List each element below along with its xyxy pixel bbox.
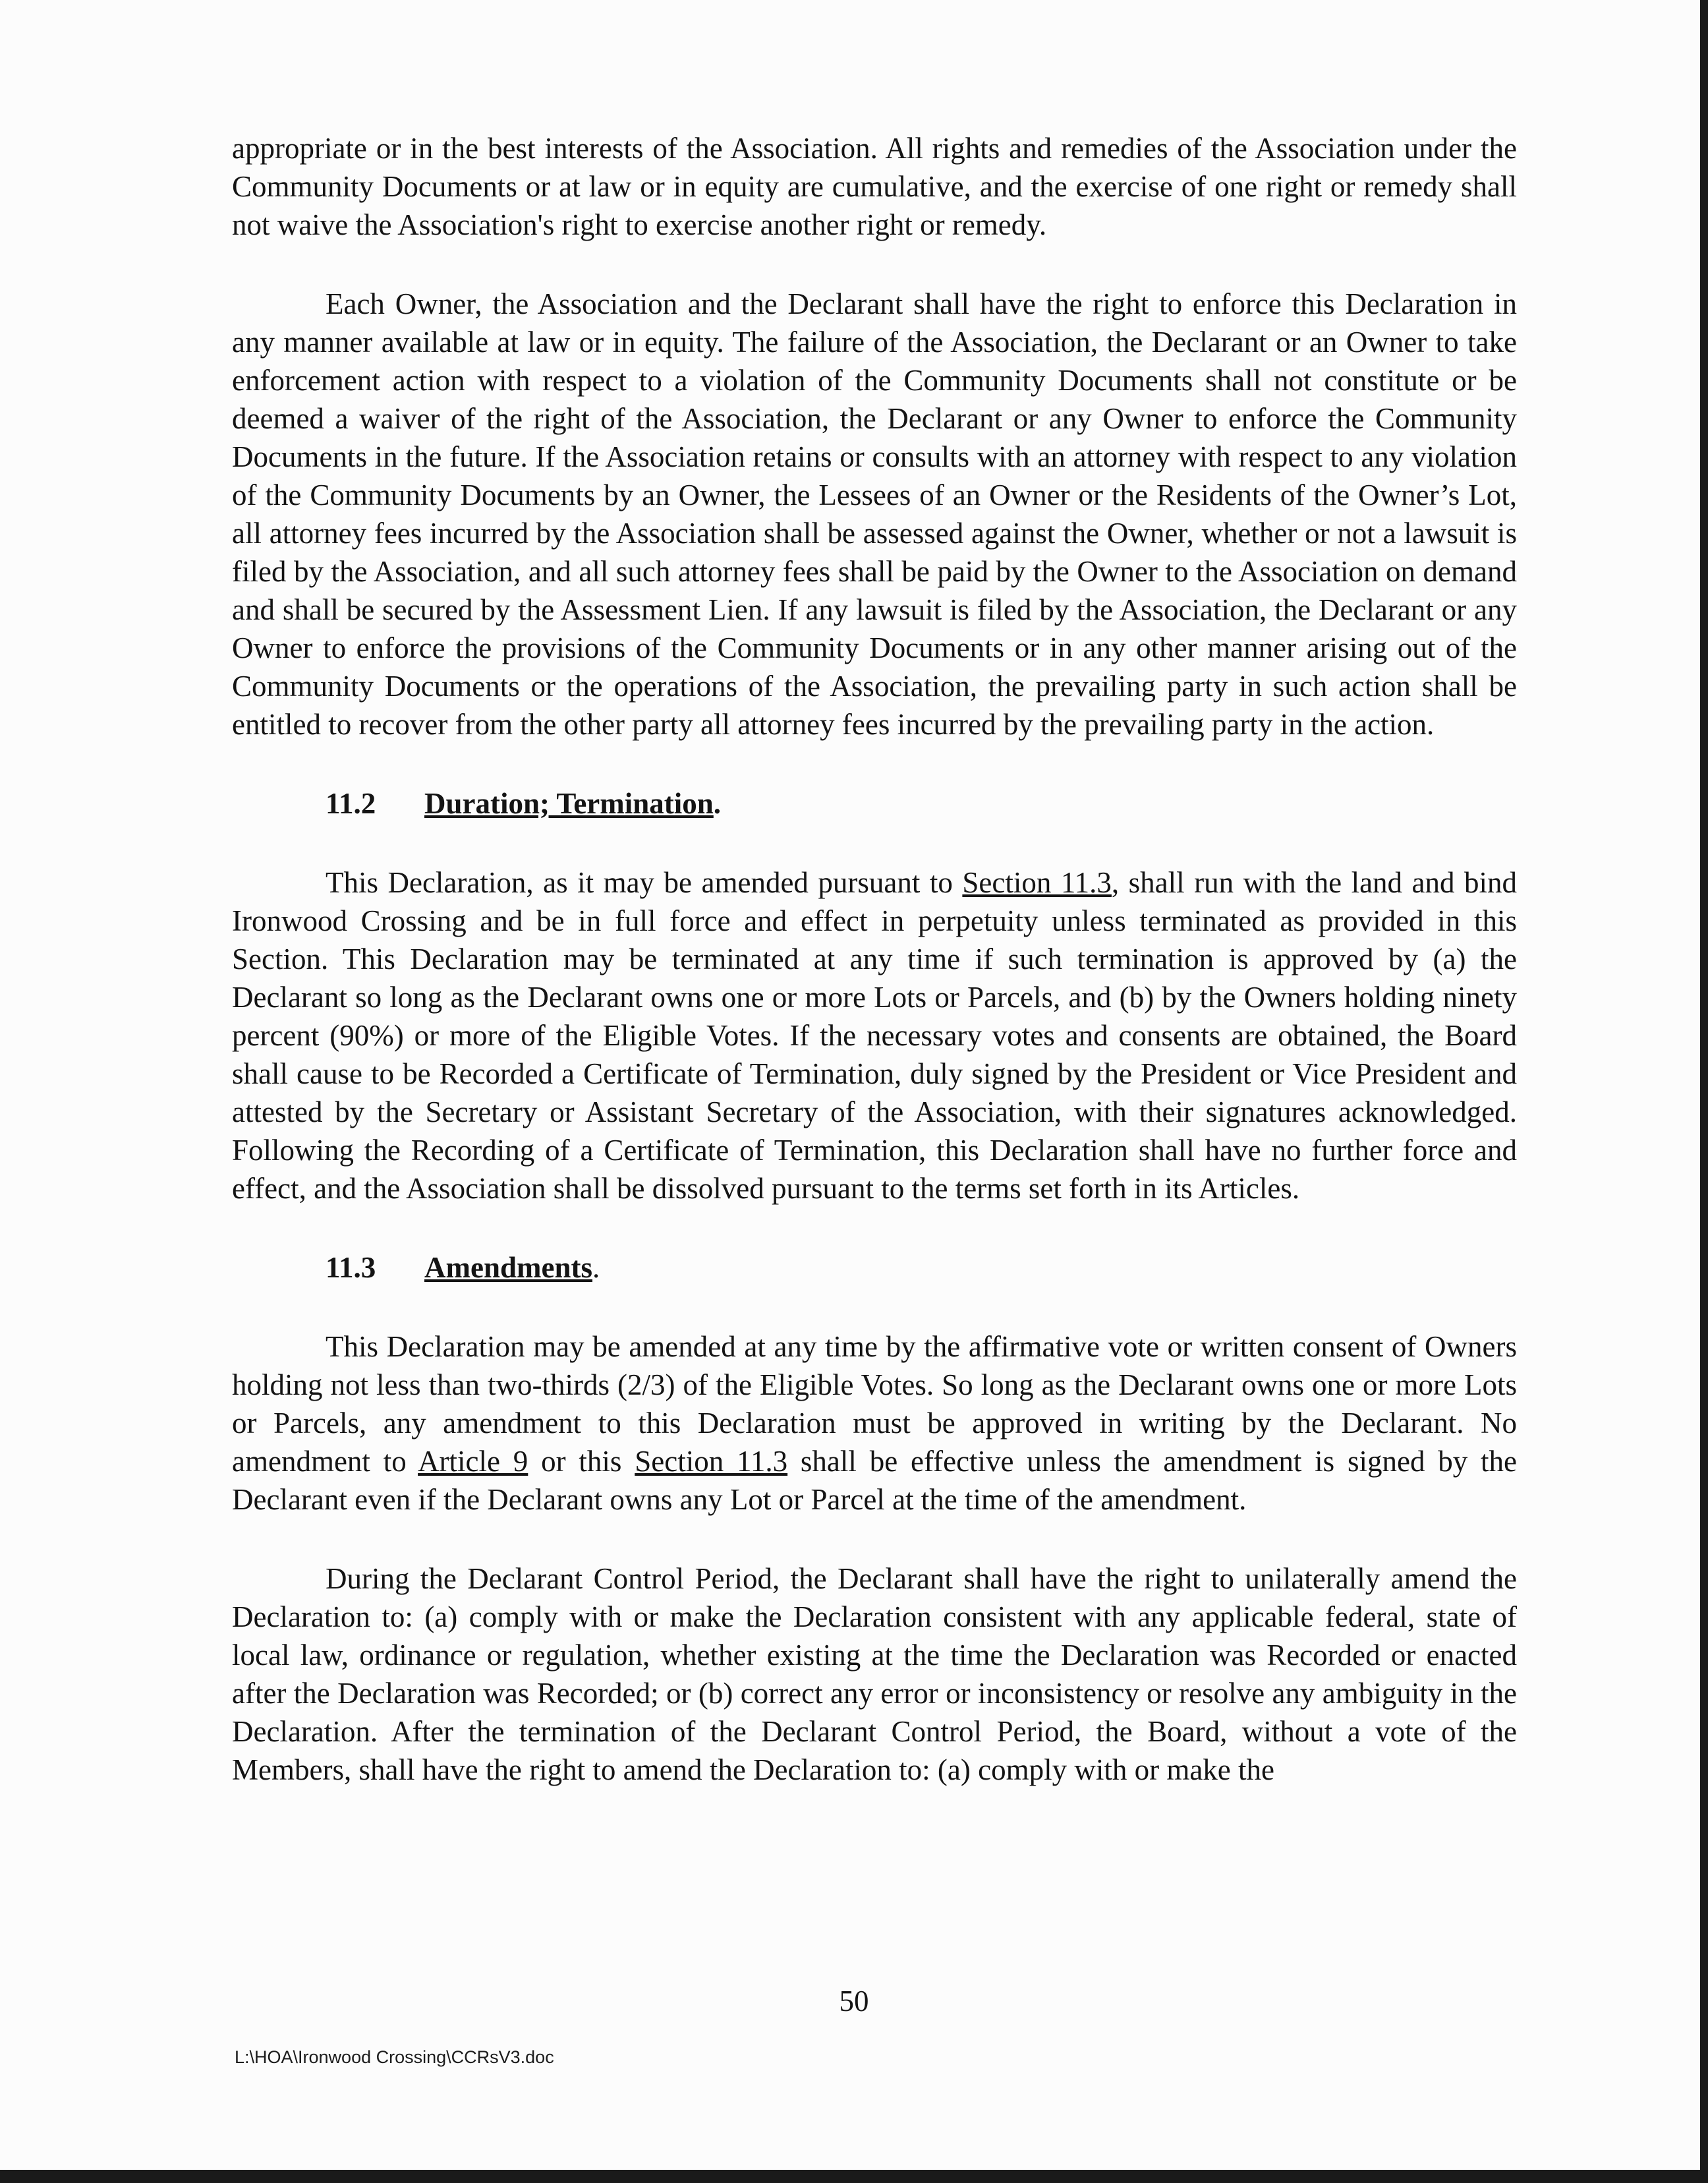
paragraph-text: This Declaration may be amended at any time by the affirmative vote or written consent of Owners holding not less than two-thirds (2/3) of the Eligible Votes. So long as the Declarant owns one or more Lots or Parcels, any amendment to this Declaration must be approved in writing by the Declarant. No amendment to bbox=[232, 1330, 1517, 1478]
section-number: 11.2 bbox=[326, 787, 376, 820]
scan-border-right bbox=[1700, 0, 1708, 2183]
section-heading-11-2 bbox=[232, 784, 1517, 823]
paragraph-text: This Declaration, as it may be amended pursuant to bbox=[326, 866, 963, 899]
cross-reference-article-9: Article 9 bbox=[418, 1445, 528, 1478]
paragraph-declarant-control-period: During the Declarant Control Period, the Declarant shall have the right to unilaterally amend the Declaration to: (a) comply with or make the Declaration consistent with any applicable federal, state of local law, ordinance or regulation, whether existing at the time the Declaration was Recorded or enacted after the Declaration was Recorded; or (b) correct any error or inconsistency or resolve any ambiguity in the Declaration. After the termination of the Declarant Control Period, the Board, without a vote of the Members, shall have the right to amend the Declaration to: (a) comply with or make the bbox=[232, 1562, 1517, 1786]
paragraph-duration-termination bbox=[232, 863, 1517, 1208]
paragraph-text: or this bbox=[528, 1445, 635, 1478]
section-title-period: . bbox=[592, 1251, 600, 1284]
section-title-period: . bbox=[713, 787, 722, 820]
cross-reference-section-11-3: Section 11.3 bbox=[962, 866, 1112, 899]
section-title: Duration; Termination bbox=[424, 787, 714, 820]
paragraph-text: shall be effective unless the amendment is signed by the Declarant even if the Declarant owns any Lot or Parcel at the time of the amendment. bbox=[232, 1445, 1518, 1516]
scan-border-bottom bbox=[0, 2170, 1708, 2183]
footer-file-path: L:\HOA\Ironwood Crossing\CCRsV3.doc bbox=[235, 2047, 554, 2067]
page-number: 50 bbox=[839, 1985, 869, 2018]
cross-reference-section-11-3: Section 11.3 bbox=[635, 1445, 788, 1478]
paragraph-enforcement: Each Owner, the Association and the Declarant shall have the right to enforce this Declaration in any manner available at law or in equity. The failure of the Association, the Declarant or an Owner to take enforcement action with respect to a violation of the Community Documents shall not constitute or be deemed a waiver of the right of the Association, the Declarant or any Owner to enforce the Community Documents in the future. If the Association retains or consults with an attorney with respect to any violation of the Community Documents by an Owner, the Lessees of an Owner or the Residents of the Owner’s Lot, all attorney fees incurred by the Association shall be assessed against the Owner, whether or not a lawsuit is filed by the Association, and all such attorney fees shall be paid by the Owner to the Association on demand and shall be secured by the Assessment Lien. If any lawsuit is filed by the Association, the Declarant or any Owner to enforce the provisions of the Community Documents or in any other manner arising out of the Community Documents or the operations of the Association, the prevailing party in such action shall be entitled to recover from the other party all attorney fees incurred by the prevailing party in the action. bbox=[232, 287, 1517, 741]
document-body bbox=[232, 129, 1517, 1789]
section-title: Amendments bbox=[424, 1251, 592, 1284]
paragraph-remedies-cumulative: appropriate or in the best interests of the Association. All rights and remedies of the Association under the Community Documents or at law or in equity are cumulative, and the exercise of one right or remedy shall not waive the Association's right to exercise another right or remedy. bbox=[232, 132, 1517, 241]
paragraph-text: , shall run with the land and bind Ironwood Crossing and be in full force and effect in perpetuity unless terminated as provided in this Section. This Declaration may be terminated at any time if such termination is approved by (a) the Declarant so long as the Declarant owns one or more Lots or Parcels, and (b) by the Owners holding ninety percent (90%) or more of the Eligible Votes. If the necessary votes and consents are obtained, the Board shall cause to be Recorded a Certificate of Termination, duly signed by the President or Vice President and attested by the Secretary or Assistant Secretary of the Association, with their signatures acknowledged. Following the Recording of a Certificate of Termination, this Declaration shall have no further force and effect, and the Association shall be dissolved pursuant to the terms set forth in its Articles. bbox=[232, 866, 1517, 1205]
section-heading-11-3 bbox=[232, 1248, 1517, 1287]
paragraph-amendments bbox=[232, 1327, 1517, 1519]
section-number: 11.3 bbox=[326, 1251, 376, 1284]
